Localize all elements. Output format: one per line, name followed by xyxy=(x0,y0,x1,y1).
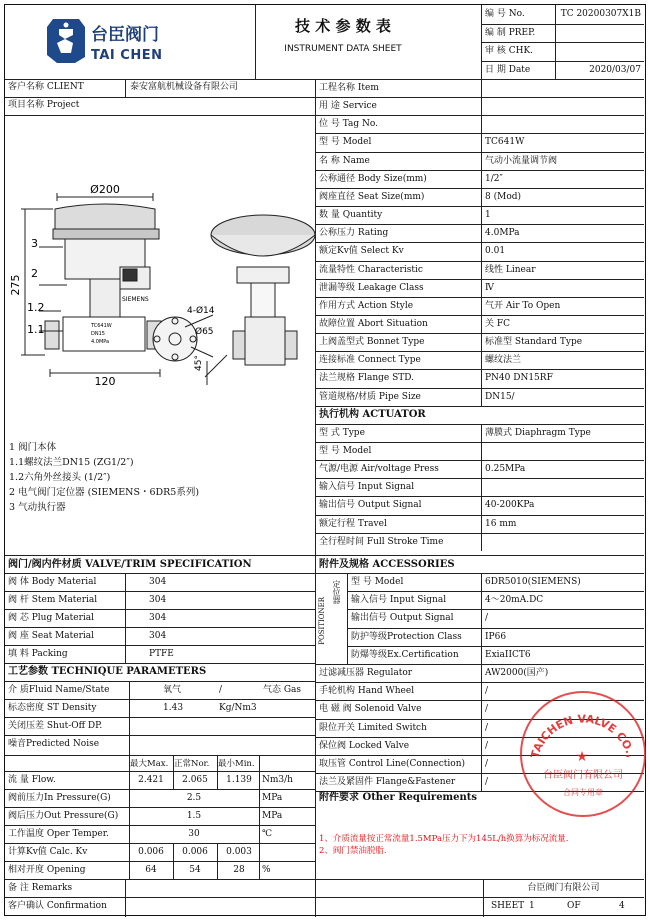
accessory-value: 6DR5010(SIEMENS) xyxy=(485,577,581,587)
row-divider xyxy=(315,133,644,134)
column-divider xyxy=(173,755,174,771)
prop-label: 型 号 Model xyxy=(319,137,372,148)
row-divider xyxy=(315,369,644,370)
row-divider xyxy=(315,515,644,516)
sheet-label: SHEET xyxy=(491,901,525,911)
prop-value: 螺纹法兰 xyxy=(485,355,522,366)
row-divider xyxy=(315,224,644,225)
process-unit: Nm3/h xyxy=(262,775,293,785)
company-logo xyxy=(45,17,185,65)
meta-value: 2020/03/07 xyxy=(589,64,641,75)
prop-label: 用 途 Service xyxy=(319,101,377,112)
part-1-1: 1.1 xyxy=(27,323,45,336)
row-divider xyxy=(315,170,644,171)
actuator-value: 16 mm xyxy=(485,518,517,529)
process-value: 64 xyxy=(145,865,157,875)
row-divider xyxy=(315,682,644,683)
process-value: 1.139 xyxy=(226,775,252,785)
column-divider xyxy=(481,664,482,791)
meta-value: TC 20200307X1B xyxy=(560,9,641,19)
row-divider xyxy=(315,242,644,243)
process-value: 2.065 xyxy=(182,775,208,785)
accessory-value: / xyxy=(485,740,489,751)
noise-label: 噪音Predicted Noise xyxy=(8,739,100,749)
row-divider xyxy=(5,717,315,718)
prop-value: 气开 Air To Open xyxy=(485,300,561,311)
prop-value: DN15/ xyxy=(485,391,515,402)
material-label: 阀 芯 Plug Material xyxy=(8,613,95,623)
row-divider xyxy=(5,825,315,826)
actuator-title: 执行机构 ACTUATOR xyxy=(319,408,426,420)
column-divider xyxy=(129,681,130,755)
accessory-value: / xyxy=(485,759,489,769)
row-divider xyxy=(347,646,644,647)
meta-label: 日 期 Date xyxy=(485,64,531,75)
row-divider xyxy=(5,843,315,844)
process-label: 相对开度 Opening xyxy=(8,865,86,875)
medium-v1: 氧气 xyxy=(163,685,182,695)
column-divider xyxy=(259,755,260,879)
medium-label: 介 质Fluid Name/State xyxy=(8,685,110,695)
valve-drawing xyxy=(5,117,313,447)
density-value: 1.43 xyxy=(163,703,184,713)
prop-value: 线性 Linear xyxy=(485,264,536,275)
material-value: PTFE xyxy=(149,649,174,659)
column-divider xyxy=(173,861,174,879)
accessory-label: 输入信号 Input Signal xyxy=(351,595,447,606)
positioner-cn: 定位器 xyxy=(332,580,341,604)
actuator-label: 输出信号 Output Signal xyxy=(319,500,422,511)
dim-45: 45° xyxy=(194,355,204,371)
legend-item: 3 气动执行器 xyxy=(9,502,66,513)
column-divider xyxy=(217,771,218,789)
process-unit: ℃ xyxy=(262,829,273,839)
sheet-no: 1 xyxy=(529,901,535,911)
row-divider xyxy=(315,333,644,334)
accessory-label: 保位阀 Locked Valve xyxy=(319,740,410,751)
row-divider xyxy=(315,188,644,189)
process-value: 0.003 xyxy=(226,847,252,857)
prop-label: 泄漏等级 Leakage Class xyxy=(319,282,424,293)
prop-value: 标准型 Standard Type xyxy=(485,337,583,348)
process-label: 计算Kv值 Calc. Kv xyxy=(8,847,88,857)
process-col-header: 最大Max. xyxy=(130,759,169,769)
row-divider xyxy=(5,807,315,808)
row-divider xyxy=(5,681,315,682)
prop-value: 8 (Mod) xyxy=(485,191,522,202)
row-divider xyxy=(5,627,315,628)
density-label: 标态密度 ST Density xyxy=(8,703,97,713)
row-divider xyxy=(481,61,644,62)
prop-value: 0.01 xyxy=(485,246,506,257)
column-divider xyxy=(173,771,174,789)
nameplate-2: DN15 xyxy=(91,331,105,337)
material-label: 阀 杆 Stem Material xyxy=(8,595,98,605)
accessory-label: 电 磁 阀 Solenoid Valve xyxy=(319,704,422,715)
accessory-label: 防护等级Protection Class xyxy=(351,631,462,642)
row-divider xyxy=(315,261,644,262)
note-2: 2、阀门禁油脱脂. xyxy=(319,846,387,856)
process-label: 阀后压力Out Pressure(G) xyxy=(8,811,119,821)
process-title: 工艺参数 TECHNIQUE PARAMETERS xyxy=(8,666,207,677)
row-divider xyxy=(5,755,315,756)
remarks-label: 备 注 Remarks xyxy=(8,883,73,893)
process-value: 30 xyxy=(188,829,200,839)
accessory-value: 4～20mA.DC xyxy=(485,595,544,606)
prop-label: 流量特性 Characteristic xyxy=(319,264,423,275)
of-label: OF xyxy=(567,901,581,911)
row-divider xyxy=(315,388,644,389)
part-3: 3 xyxy=(31,237,38,250)
row-divider xyxy=(481,42,644,43)
title-cn: 技 术 参 数 表 xyxy=(295,17,391,35)
column-divider xyxy=(347,573,348,664)
client-value: 泰安富航机械设备有限公司 xyxy=(130,82,239,92)
medium-v3: 气态 Gas xyxy=(263,685,302,695)
materials-title: 阀门/阀内件材质 VALVE/TRIM SPECIFICATION xyxy=(8,559,252,570)
prop-label: 法兰规格 Flange STD. xyxy=(319,373,415,384)
prop-value: PN40 DN15RF xyxy=(485,373,553,384)
process-col-header: 最小Min. xyxy=(218,759,255,769)
row-divider xyxy=(5,609,315,610)
row-divider xyxy=(347,628,644,629)
prop-value: 关 FC xyxy=(485,318,510,329)
meta-label: 编 制 PREP. xyxy=(485,27,536,38)
other-title: 附件要求 Other Requirements xyxy=(319,792,478,803)
actuator-label: 气源/电源 Air/voltage Press xyxy=(319,464,439,475)
part-2: 2 xyxy=(31,267,38,280)
nameplate-1: TC641W xyxy=(91,323,112,329)
prop-label: 工程名称 Item xyxy=(319,83,379,93)
footer-company: 台臣阀门有限公司 xyxy=(527,883,600,893)
actuator-label: 输入信号 Input Signal xyxy=(319,482,415,493)
company-seal xyxy=(520,691,646,817)
column-divider xyxy=(481,79,482,406)
prop-label: 故障位置 Abort Situation xyxy=(319,318,428,329)
accessory-label: 型 号 Model xyxy=(351,577,404,587)
column-divider xyxy=(129,755,130,879)
legend-item: 1.1螺纹法兰DN15 (ZG1/2″) xyxy=(9,457,134,468)
accessory-label: 过滤减压器 Regulator xyxy=(319,668,413,678)
material-value: 304 xyxy=(149,577,167,587)
prop-label: 管道规格/材质 Pipe Size xyxy=(319,391,421,402)
actuator-label: 型 号 Model xyxy=(319,446,372,456)
note-1: 1、介质流量按正常流量1.5MPa压力下为145L/h换算为标况流量. xyxy=(319,834,569,844)
actuator-label: 型 式 Type xyxy=(319,427,365,438)
shutoff-label: 关闭压差 Shut-Off DP. xyxy=(8,721,103,731)
process-value: 0.006 xyxy=(182,847,208,857)
process-unit: MPa xyxy=(262,811,283,821)
material-value: 304 xyxy=(149,631,167,641)
actuator-label: 全行程时间 Full Stroke Time xyxy=(319,536,444,547)
prop-label: 公称压力 Rating xyxy=(319,228,389,239)
prop-label: 上阀盖型式 Bonnet Type xyxy=(319,337,425,348)
row-divider xyxy=(315,152,644,153)
row-divider xyxy=(315,315,644,316)
row-divider xyxy=(5,663,315,664)
row-divider xyxy=(315,442,644,443)
positioner-en: POSITIONER xyxy=(318,597,326,645)
row-divider xyxy=(315,297,644,298)
actuator-value: 0.25MPa xyxy=(485,464,526,475)
material-value: 304 xyxy=(149,613,167,623)
prop-value: 1/2″ xyxy=(485,173,503,184)
confirm-label: 客户确认 Confirmation xyxy=(8,901,107,911)
row-divider xyxy=(5,591,315,592)
prop-value: 4.0MPa xyxy=(485,228,520,239)
row-divider xyxy=(315,496,644,497)
prop-value: 1 xyxy=(485,210,491,221)
prop-label: 位 号 Tag No. xyxy=(319,119,379,130)
prop-label: 额定Kv值 Select Kv xyxy=(319,246,404,257)
accessory-label: 限位开关 Limited Switch xyxy=(319,722,427,733)
row-divider xyxy=(5,573,315,574)
row-divider xyxy=(5,645,315,646)
process-value: 2.5 xyxy=(186,793,202,803)
column-divider xyxy=(217,755,218,771)
client-label: 客户名称 CLIENT xyxy=(8,82,84,92)
nameplate-3: 4.0MPa xyxy=(91,339,110,345)
row-divider xyxy=(315,351,644,352)
column-divider xyxy=(125,573,126,663)
logo-cn: 台臣阀门 xyxy=(91,25,159,45)
accessory-value: / xyxy=(485,613,489,624)
process-value: 1.5 xyxy=(186,811,202,821)
meta-label: 审 核 CHK. xyxy=(485,46,534,56)
process-label: 流 量 Flow. xyxy=(8,775,56,785)
row-divider xyxy=(5,789,315,790)
prop-value: Ⅳ xyxy=(485,282,494,293)
column-divider xyxy=(217,843,218,861)
project-label: 项目名称 Project xyxy=(8,100,80,110)
actuator-value: 薄膜式 Diaphragm Type xyxy=(485,427,591,438)
process-unit: MPa xyxy=(262,793,283,803)
prop-label: 数 量 Quantity xyxy=(319,210,383,221)
dim-14: 4-Ø14 xyxy=(187,306,215,316)
legend-item: 1.2六角外丝接头 (1/2″) xyxy=(9,472,111,483)
accessory-value: IP66 xyxy=(485,631,507,642)
dim-200: Ø200 xyxy=(90,183,120,196)
row-divider xyxy=(315,478,644,479)
row-divider xyxy=(315,206,644,207)
accessory-label: 法兰及紧固件 Flange&Fastener xyxy=(319,777,456,788)
legend-item: 1 阀门本体 xyxy=(9,442,57,453)
prop-value: 气动小流量调节阀 xyxy=(485,155,558,166)
prop-value: TC641W xyxy=(485,137,525,148)
row-divider xyxy=(315,424,644,425)
accessory-label: 手轮机构 Hand Wheel xyxy=(319,686,415,697)
prop-label: 公称通径 Body Size(mm) xyxy=(319,173,427,184)
material-value: 304 xyxy=(149,595,167,605)
sheet-total: 4 xyxy=(619,901,625,911)
row-divider xyxy=(315,406,644,407)
column-divider xyxy=(217,861,218,879)
prop-label: 连接标准 Connect Type xyxy=(319,355,421,366)
prop-label: 名 称 Name xyxy=(319,155,370,166)
dim-65: Ø65 xyxy=(195,327,214,337)
prop-label: 作用方式 Action Style xyxy=(319,300,414,311)
row-divider xyxy=(481,24,644,25)
meta-label: 编 号 No. xyxy=(485,9,525,19)
seal-outer-text: TAICHEN VALVE CO., xyxy=(528,712,638,760)
accessory-value: / xyxy=(485,777,489,788)
accessory-label: 取压管 Control Line(Connection) xyxy=(319,759,466,769)
actuator-label: 额定行程 Travel xyxy=(319,518,387,529)
legend-item: 2 电气阀门定位器 (SIEMENS・6DR5系列) xyxy=(9,487,200,498)
row-divider xyxy=(315,460,644,461)
process-label: 阀前压力In Pressure(G) xyxy=(8,793,111,803)
density-unit: Kg/Nm3 xyxy=(219,703,257,713)
actuator-value: 40-200KPa xyxy=(485,500,535,511)
data-sheet xyxy=(4,4,646,916)
process-value: 2.421 xyxy=(138,775,164,785)
accessory-value: / xyxy=(485,704,489,715)
process-value: 54 xyxy=(189,865,201,875)
row-divider xyxy=(347,609,644,610)
material-label: 阀 体 Body Material xyxy=(8,577,97,587)
accessory-value: / xyxy=(485,722,489,733)
accessory-label: 输出信号 Output Signal xyxy=(351,613,454,624)
row-divider xyxy=(315,97,644,98)
row-divider xyxy=(5,699,315,700)
process-col-header: 正常Nor. xyxy=(174,759,210,769)
row-divider xyxy=(5,735,315,736)
process-unit: % xyxy=(262,865,271,875)
accessory-label: 防爆等级Ex.Certification xyxy=(351,649,459,660)
dim-120: 120 xyxy=(94,375,116,388)
process-label: 工作温度 Oper Temper. xyxy=(8,829,109,839)
accessories-title: 附件及规格 ACCESSORIES xyxy=(319,559,455,570)
column-divider xyxy=(481,424,482,551)
seal-bottom-text: 合同专用章 xyxy=(563,788,603,797)
accessory-value: ExiaIICT6 xyxy=(485,649,531,660)
material-label: 阀 座 Seat Material xyxy=(8,631,95,641)
accessory-value: AW2000(国产) xyxy=(485,668,549,678)
row-divider xyxy=(315,115,644,116)
row-divider xyxy=(315,573,644,574)
process-value: 28 xyxy=(233,865,245,875)
row-divider xyxy=(5,771,315,772)
row-divider xyxy=(315,533,644,534)
seal-inner-text: 台臣阀门有限公司 xyxy=(543,770,623,781)
row-divider xyxy=(347,591,644,592)
process-value: 0.006 xyxy=(138,847,164,857)
star-icon: ★ xyxy=(575,749,589,765)
accessory-value: / xyxy=(485,686,489,697)
positioner-brand: SIEMENS xyxy=(122,296,149,303)
prop-label: 阀座直径 Seat Size(mm) xyxy=(319,191,425,202)
title-en: INSTRUMENT DATA SHEET xyxy=(284,44,402,54)
dim-275: 275 xyxy=(9,274,22,296)
logo-icon xyxy=(45,17,87,65)
medium-v2: / xyxy=(219,685,223,695)
column-divider xyxy=(481,573,482,664)
row-divider xyxy=(315,664,644,665)
material-label: 填 料 Packing xyxy=(8,649,68,659)
row-divider xyxy=(315,279,644,280)
column-divider xyxy=(173,843,174,861)
row-divider xyxy=(5,861,315,862)
logo-en: TAI CHEN xyxy=(91,48,163,63)
part-1-2: 1.2 xyxy=(27,301,45,314)
